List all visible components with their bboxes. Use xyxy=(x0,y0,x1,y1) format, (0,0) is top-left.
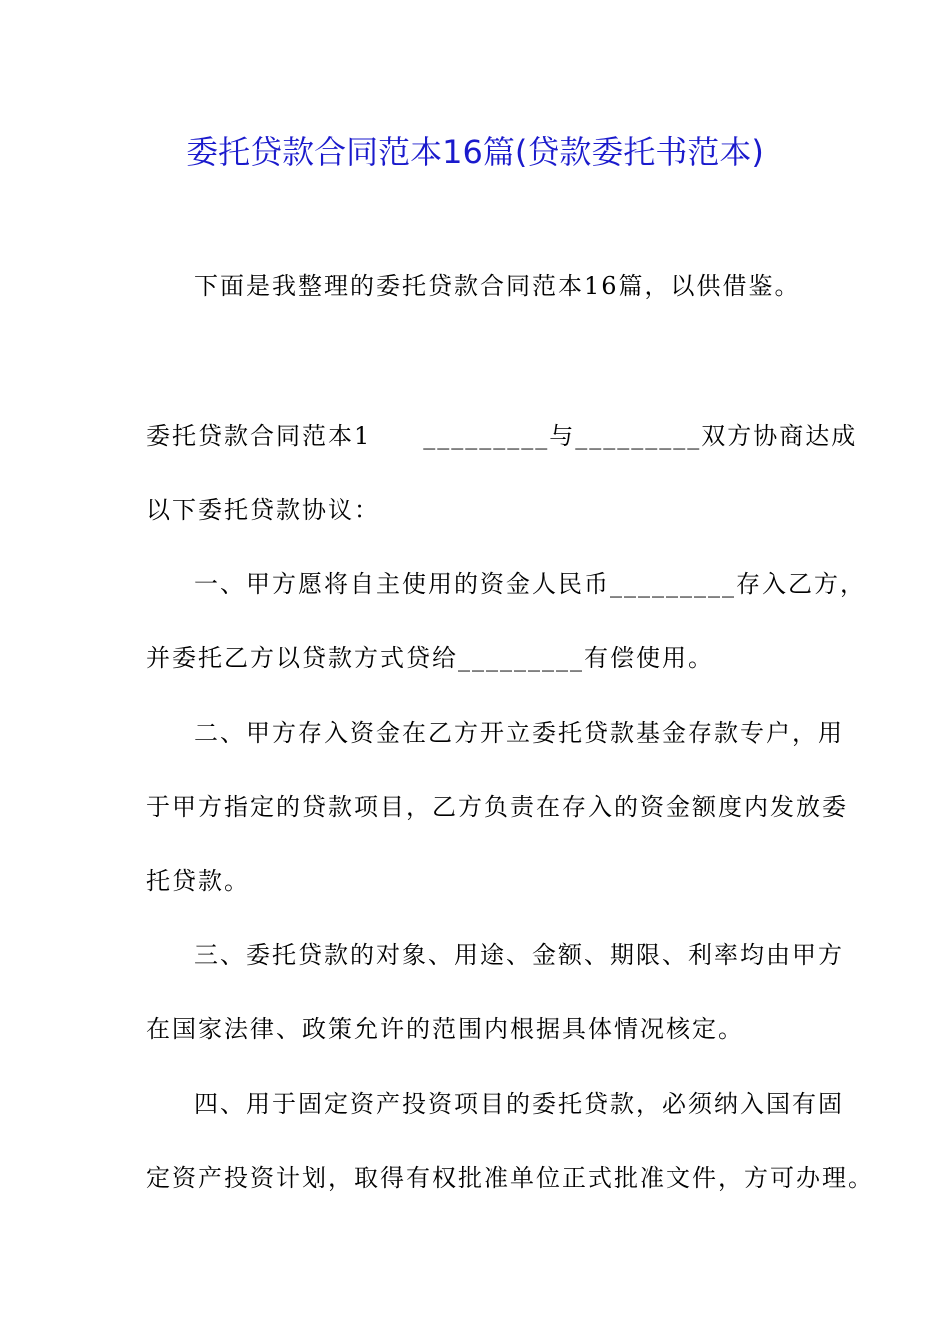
clause-3-line-1: 三、委托贷款的对象、用途、金额、期限、利率均由甲方 xyxy=(194,941,844,969)
clause-2-line-1: 二、甲方存入资金在乙方开立委托贷款基金存款专户，用 xyxy=(194,719,844,747)
intro-paragraph: 下面是我整理的委托贷款合同范本16篇，以供借鉴。 xyxy=(194,272,801,300)
contract-line-1: 委托贷款合同范本1 _________与_________双方协商达成 xyxy=(146,422,858,450)
clause-2-line-2: 于甲方指定的贷款项目，乙方负责在存入的资金额度内发放委 xyxy=(146,793,848,821)
clause-2-line-3: 托贷款。 xyxy=(146,867,250,895)
clause-4-line-1: 四、用于固定资产投资项目的委托贷款，必须纳入国有固 xyxy=(194,1090,844,1118)
contract-line-2: 以下委托贷款协议： xyxy=(146,496,380,524)
document-title: 委托贷款合同范本16篇(贷款委托书范本) xyxy=(186,133,764,171)
clause-1-line-2: 并委托乙方以贷款方式贷给_________有偿使用。 xyxy=(146,644,714,672)
clause-1-line-1: 一、甲方愿将自主使用的资金人民币_________存入乙方， xyxy=(194,570,866,598)
clause-3-line-2: 在国家法律、政策允许的范围内根据具体情况核定。 xyxy=(146,1015,744,1043)
clause-4-line-2: 定资产投资计划，取得有权批准单位正式批准文件，方可办理。 xyxy=(146,1164,874,1192)
